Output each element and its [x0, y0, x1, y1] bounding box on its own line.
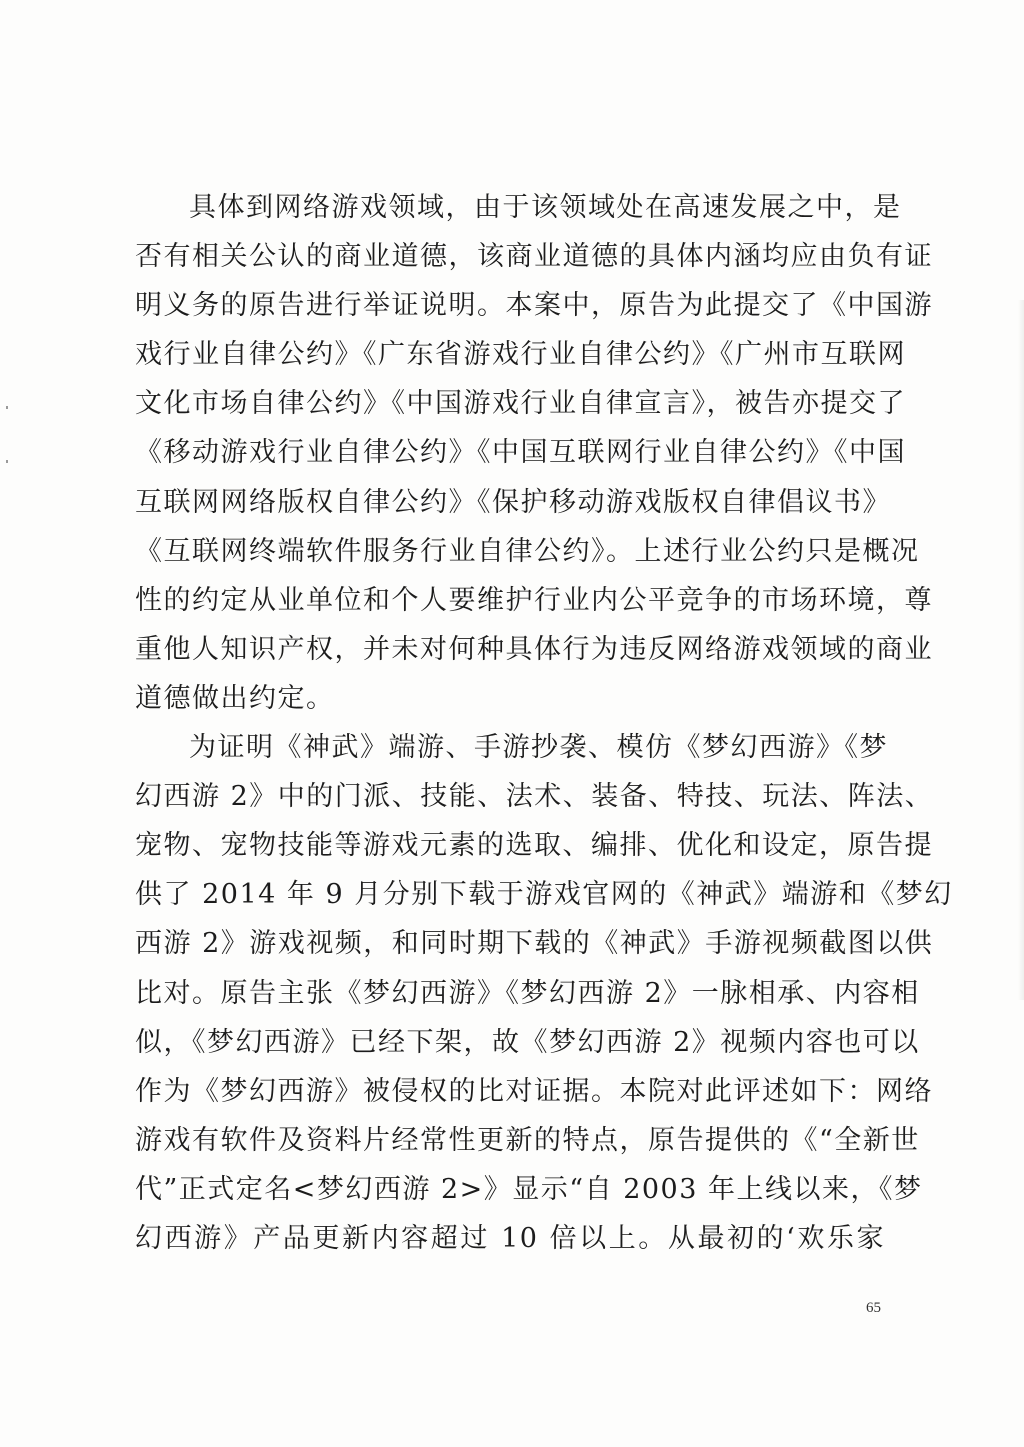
- text-line: 重他人知识产权，并未对何种具体行为违反网络游戏领域的商业: [135, 633, 933, 665]
- text-line: 具体到网络游戏领域，由于该领域处在高速发展之中，是: [189, 192, 902, 223]
- text-line: 幻西游》产品更新内容超过 10 倍以上。从最初的‘欢乐家: [135, 1222, 885, 1254]
- text-line: 戏行业自律公约》《广东省游戏行业自律公约》《广州市互联网: [135, 339, 906, 371]
- text-line: 《互联网终端软件服务行业自律公约》。上述行业公约只是概况: [135, 535, 920, 567]
- text-line: 游戏有软件及资料片经常性更新的特点，原告提供的《“全新世: [135, 1124, 920, 1156]
- text-line: 作为《梦幻西游》被侵权的比对证据。本院对此评述如下：网络: [135, 1075, 933, 1107]
- scan-edge-shadow: [1018, 300, 1024, 1000]
- page-number: 65: [866, 1300, 881, 1316]
- text-line: 比对。原告主张《梦幻西游》《梦幻西游 2》一脉相承、内容相: [135, 977, 920, 1009]
- text-line: 供了 2014 年 9 月分别下载于游戏官网的《神武》端游和《梦幻: [135, 879, 953, 911]
- text-line: 《移动游戏行业自律公约》《中国互联网行业自律公约》《中国: [135, 437, 906, 469]
- scan-speck: [6, 460, 8, 463]
- text-line: 幻西游 2》中的门派、技能、法术、装备、特技、玩法、阵法、: [135, 781, 934, 813]
- text-line: 道德做出约定。: [135, 682, 335, 714]
- body-text: [135, 183, 953, 1263]
- text-line: 西游 2》游戏视频，和同时期下载的《神武》手游视频截图以供: [135, 928, 934, 960]
- text-line: 明义务的原告进行举证说明。本案中，原告为此提交了《中国游: [135, 290, 933, 322]
- text-line: 互联网网络版权自律公约》《保护移动游戏版权自律倡议书》: [135, 486, 891, 518]
- text-line: 为证明《神武》端游、手游抄袭、模仿《梦幻西游》《梦: [189, 732, 888, 764]
- text-line: 似，《梦幻西游》已经下架，故《梦幻西游 2》视频内容也可以: [135, 1026, 920, 1058]
- text-line: 文化市场自律公约》《中国游戏行业自律宣言》，被告亦提交了: [135, 388, 906, 420]
- text-line: 否有相关公认的商业道德，该商业道德的具体内涵均应由负有证: [135, 241, 933, 273]
- text-line: 代”正式定名<梦幻西游 2>》显示“自 2003 年上线以来，《梦: [135, 1173, 923, 1205]
- text-line: 性的约定从业单位和个人要维护行业内公平竞争的市场环境，尊: [135, 584, 933, 616]
- text-line: 宠物、宠物技能等游戏元素的选取、编排、优化和设定，原告提: [135, 830, 933, 862]
- scan-speck: [6, 406, 8, 409]
